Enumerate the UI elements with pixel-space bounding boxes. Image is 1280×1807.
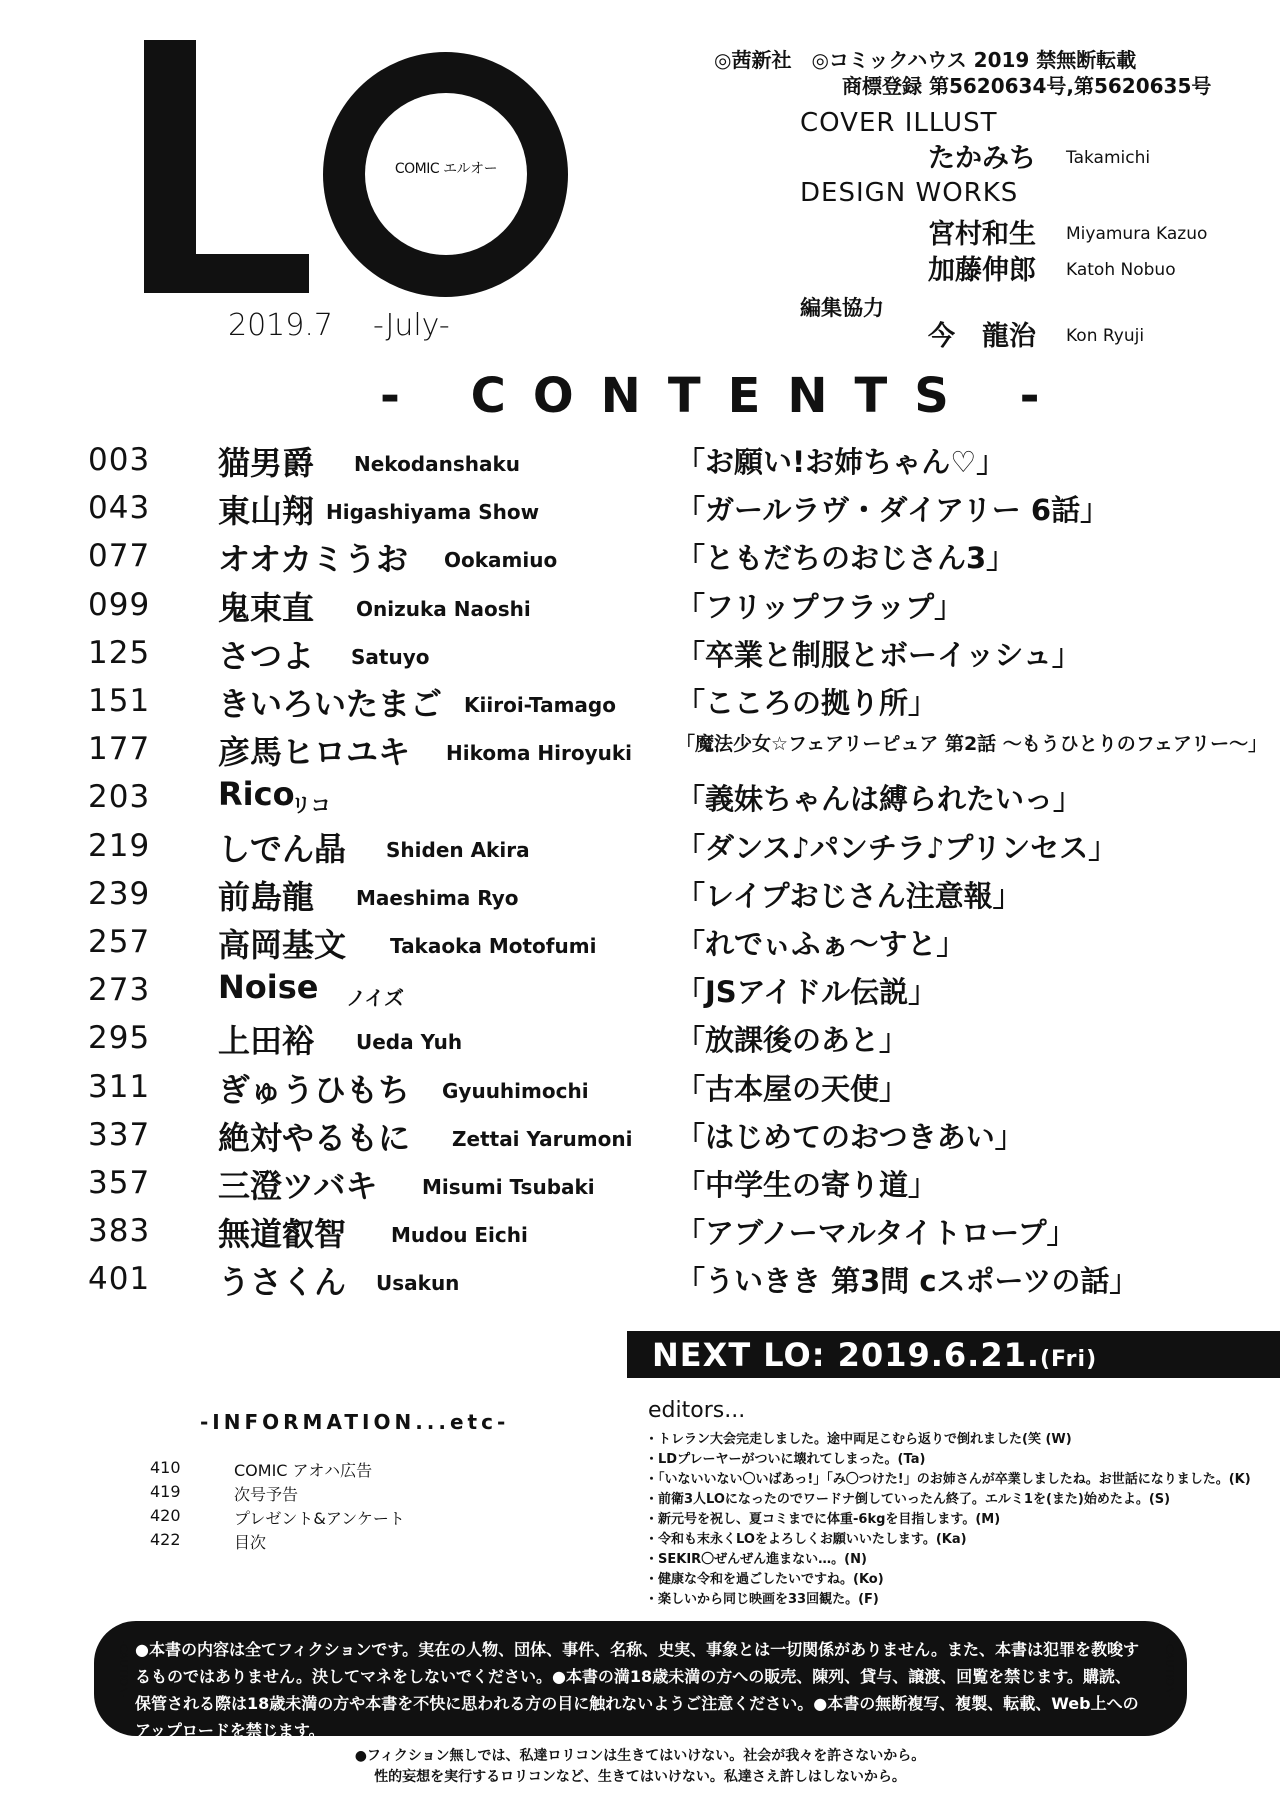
toc-author-romaji: Satuyo (351, 644, 430, 669)
toc-author: 高岡基文 (218, 926, 347, 964)
toc-page-number: 337 (88, 1116, 151, 1153)
toc-author: 絶対やるもに (218, 1118, 411, 1157)
information-page: 410 (150, 1458, 181, 1477)
toc-author-romaji: Nekodanshaku (354, 452, 521, 476)
cover-illust-romaji: Takamichi (1066, 148, 1151, 168)
toc-author-romaji: ノイズ (346, 986, 404, 1011)
issue-date-line (228, 308, 490, 343)
toc-author-romaji: Zettai Yarumoni (452, 1126, 633, 1151)
editor-note: ・楽しいから同じ映画を33回観た。(F) (645, 1592, 879, 1607)
toc-page-number: 125 (88, 634, 151, 671)
toc-author: 上田裕 (218, 1022, 315, 1061)
toc-row (0, 438, 1280, 486)
editorial-cooperation-romaji: Kon Ryuji (1066, 326, 1145, 346)
toc-row (0, 775, 1280, 823)
design-works-name-2: 加藤伸郎 (928, 255, 1036, 286)
logo-l-foot (144, 254, 309, 293)
information-heading: -INFORMATION...etc- (200, 1410, 510, 1434)
toc-row (0, 872, 1280, 920)
design-works-romaji-1: Miyamura Kazuo (1066, 224, 1208, 244)
toc-author: 前島龍 (218, 877, 315, 916)
toc-row (0, 486, 1280, 534)
toc-author: オオカミうお (218, 540, 409, 579)
toc-row (0, 727, 1280, 775)
toc-author: さつよ (218, 636, 315, 675)
information-item (0, 1482, 600, 1506)
toc-author-romaji: Onizuka Naoshi (356, 596, 531, 621)
toc-author-romaji: Kiiroi-Tamago (464, 693, 616, 717)
next-issue-text (652, 1336, 1097, 1374)
toc-page-number: 151 (88, 683, 151, 719)
next-issue-day: (Fri) (1040, 1347, 1098, 1372)
information-label: 次号予告 (234, 1485, 299, 1504)
toc-row (0, 679, 1280, 727)
toc-author: ぎゅうひもち (218, 1070, 411, 1109)
cover-illust-name: たかみち (928, 143, 1036, 174)
toc-page-number: 043 (88, 490, 151, 527)
toc-title: 「レイプおじさん注意報」 (676, 878, 1022, 913)
toc-title: 「ダンス♪パンチラ♪プリンセス」 (676, 830, 1118, 865)
toc-author-romaji: Ueda Yuh (356, 1030, 463, 1055)
toc-author: Rico (218, 775, 295, 814)
toc-row (0, 1065, 1280, 1113)
toc-page-number: 401 (88, 1261, 151, 1298)
toc-title: 「放課後のあと」 (676, 1023, 909, 1058)
toc-row (0, 1161, 1280, 1209)
toc-row (0, 631, 1280, 679)
editor-note: ・「いないいない〇いばあっ!」「み〇つけた!」のお姉さんが卒業しましたね。お世話になりました。(K) (645, 1472, 1251, 1487)
information-label: 目次 (234, 1533, 267, 1552)
editor-note: ・令和も末永くLOをよろしくお願いいたします。(Ka) (645, 1532, 967, 1547)
editor-note: ・健康な令和を過ごしたいですね。(Ko) (645, 1572, 884, 1587)
toc-title: 「ガールラヴ・ダイアリー 6話」 (676, 493, 1110, 528)
toc-title: 「魔法少女☆フェアリーピュア 第2話 ～もうひとりのフェアリー～」 (676, 733, 1268, 756)
editor-note: ・SEKIR〇ぜんぜん進まない…。(N) (645, 1552, 867, 1567)
contents-heading: - CONTENTS - (380, 368, 1067, 424)
editorial-cooperation-name: 今 龍治 (928, 321, 1036, 352)
editor-note: ・前衛3人LOになったのでワードナ倒していったん終了。エルミ1を(また)始めたよ。(S) (645, 1492, 1171, 1507)
copyright-line: ◎茜新社 ◎コミックハウス 2019 禁無断転載 (714, 48, 1137, 72)
toc-title: 「れでぃふぁ～すと」 (676, 927, 966, 961)
toc-page-number: 177 (88, 731, 151, 768)
toc-title: 「古本屋の天使」 (676, 1071, 909, 1106)
editorial-cooperation-heading: 編集協力 (800, 296, 884, 320)
toc-author-romaji: リコ (291, 793, 331, 818)
toc-author: うさくん (218, 1263, 347, 1302)
toc-row (0, 920, 1280, 968)
toc-page-number: 383 (88, 1213, 151, 1250)
issue-month: -July- (372, 308, 450, 343)
information-page: 419 (150, 1482, 181, 1501)
toc-title: 「中学生の寄り道」 (676, 1168, 938, 1202)
toc-row (0, 824, 1280, 872)
toc-author-romaji: Gyuuhimochi (442, 1078, 589, 1103)
toc-row (0, 968, 1280, 1016)
toc-page-number: 077 (88, 538, 151, 575)
cover-illust-heading: COVER ILLUST (800, 108, 998, 138)
trademark-line: 商標登録 第5620634号,第5620635号 (842, 74, 1212, 98)
editor-note: ・新元号を祝し、夏コミまでに体重-6kgを目指します。(M) (645, 1512, 1001, 1527)
editor-note: ・トレラン大会完走しました。途中両足こむら返りで倒れました(笑 (W) (645, 1432, 1072, 1447)
toc-author: しでん晶 (218, 829, 347, 868)
toc-author-romaji: Mudou Eichi (391, 1223, 528, 1248)
toc-title: 「ういきき 第3問 cスポーツの話」 (676, 1264, 1139, 1299)
information-page: 420 (150, 1506, 181, 1525)
toc-author-romaji: Misumi Tsubaki (422, 1175, 595, 1199)
toc-author: 猫男爵 (218, 444, 315, 482)
toc-page-number: 311 (88, 1068, 151, 1105)
toc-row (0, 1257, 1280, 1305)
information-page: 422 (150, 1530, 181, 1549)
toc-author-romaji: Ookamiuo (444, 548, 558, 573)
issue-date: 2019.7 (228, 308, 333, 343)
toc-title: 「お願い!お姉ちゃん♡」 (676, 445, 1006, 479)
toc-author-romaji: Takaoka Motofumi (390, 934, 597, 958)
toc-row (0, 583, 1280, 631)
toc-page-number: 203 (88, 779, 151, 816)
logo-subtitle: COMIC エルオー (394, 161, 498, 177)
caution-side-right: -CAUTION- (1163, 1640, 1176, 1699)
toc-title: 「義妹ちゃんは縛られたいっ」 (676, 782, 1083, 817)
design-works-heading: DESIGN WORKS (800, 178, 1019, 208)
toc-row (0, 1209, 1280, 1257)
next-issue-label: NEXT LO: 2019.6.21. (652, 1336, 1040, 1374)
bottom-note-line-2: 性的妄想を実行するロリコンなど、生きてはいけない。私達さえ許しはしないから。 (374, 1769, 906, 1785)
information-label: COMIC アオハ広告 (234, 1461, 373, 1480)
toc-title: 「はじめてのおつきあい」 (676, 1119, 1024, 1154)
toc-title: 「フリップフラップ」 (676, 589, 964, 624)
caution-side-left: -CAUTION- (117, 1640, 130, 1699)
information-item (0, 1530, 600, 1554)
information-label: プレゼント&アンケート (234, 1509, 405, 1528)
design-works-name-1: 宮村和生 (928, 219, 1036, 250)
toc-page-number: 295 (88, 1020, 151, 1057)
toc-author: 彦馬ヒロユキ (218, 733, 411, 772)
toc-author-romaji: Hikoma Hiroyuki (446, 741, 633, 766)
toc-author-romaji: Shiden Akira (386, 837, 530, 862)
toc-author: Noise (218, 968, 319, 1007)
toc-page-number: 219 (88, 827, 151, 864)
toc-author: 三澄ツバキ (218, 1167, 378, 1205)
design-works-romaji-2: Katoh Nobuo (1066, 260, 1176, 280)
information-item (0, 1458, 600, 1482)
editor-note: ・LDプレーヤーがついに壊れてしまった。(Ta) (645, 1452, 926, 1467)
toc-row (0, 534, 1280, 582)
toc-title: 「アブノーマルタイトロープ」 (676, 1216, 1076, 1251)
editors-heading: editors... (648, 1398, 746, 1423)
bottom-note-line-1: ●フィクション無しでは、私達ロリコンは生きてはいけない。社会が我々を許さないから。 (354, 1748, 926, 1764)
toc-page-number: 357 (88, 1165, 151, 1201)
toc-title: 「JSアイドル伝説」 (676, 975, 938, 1010)
toc-page-number: 257 (88, 924, 151, 960)
caution-text: ●本書の内容は全てフィクションです。実在の人物、団体、事件、名称、史実、事象とは一切関係がありません。また、本書は犯罪を教唆するものではありません。決してマネをしないでください。●本書の満18歳未満の方への販売、陳列、貸与、譲渡、回覧を禁じます。購読、保管される際は18歳未満の方や本書を不快に思われる方の目に触れないようご注意ください。●本書の無断複写、複製、転載、Web上へのアップロードを禁じます。 (135, 1640, 1140, 1740)
toc-author-romaji: Usakun (376, 1271, 460, 1296)
toc-page-number: 003 (88, 442, 151, 478)
toc-title: 「ともだちのおじさん3」 (676, 541, 1016, 576)
toc-author: 鬼束直 (218, 588, 315, 627)
toc-author: 無道叡智 (218, 1215, 347, 1254)
toc-title: 「こころの拠り所」 (676, 686, 938, 720)
toc-page-number: 239 (88, 875, 151, 912)
toc-author: きいろいたまご (218, 685, 443, 723)
toc-row (0, 1113, 1280, 1161)
toc-author: 東山翔 (218, 492, 315, 531)
toc-author-romaji: Maeshima Ryo (356, 885, 519, 910)
toc-row (0, 1016, 1280, 1064)
toc-title: 「卒業と制服とボーイッシュ」 (676, 637, 1081, 672)
toc-page-number: 273 (88, 972, 151, 1009)
toc-author-romaji: Higashiyama Show (326, 500, 540, 525)
toc-page-number: 099 (88, 586, 151, 623)
information-item (0, 1506, 600, 1530)
